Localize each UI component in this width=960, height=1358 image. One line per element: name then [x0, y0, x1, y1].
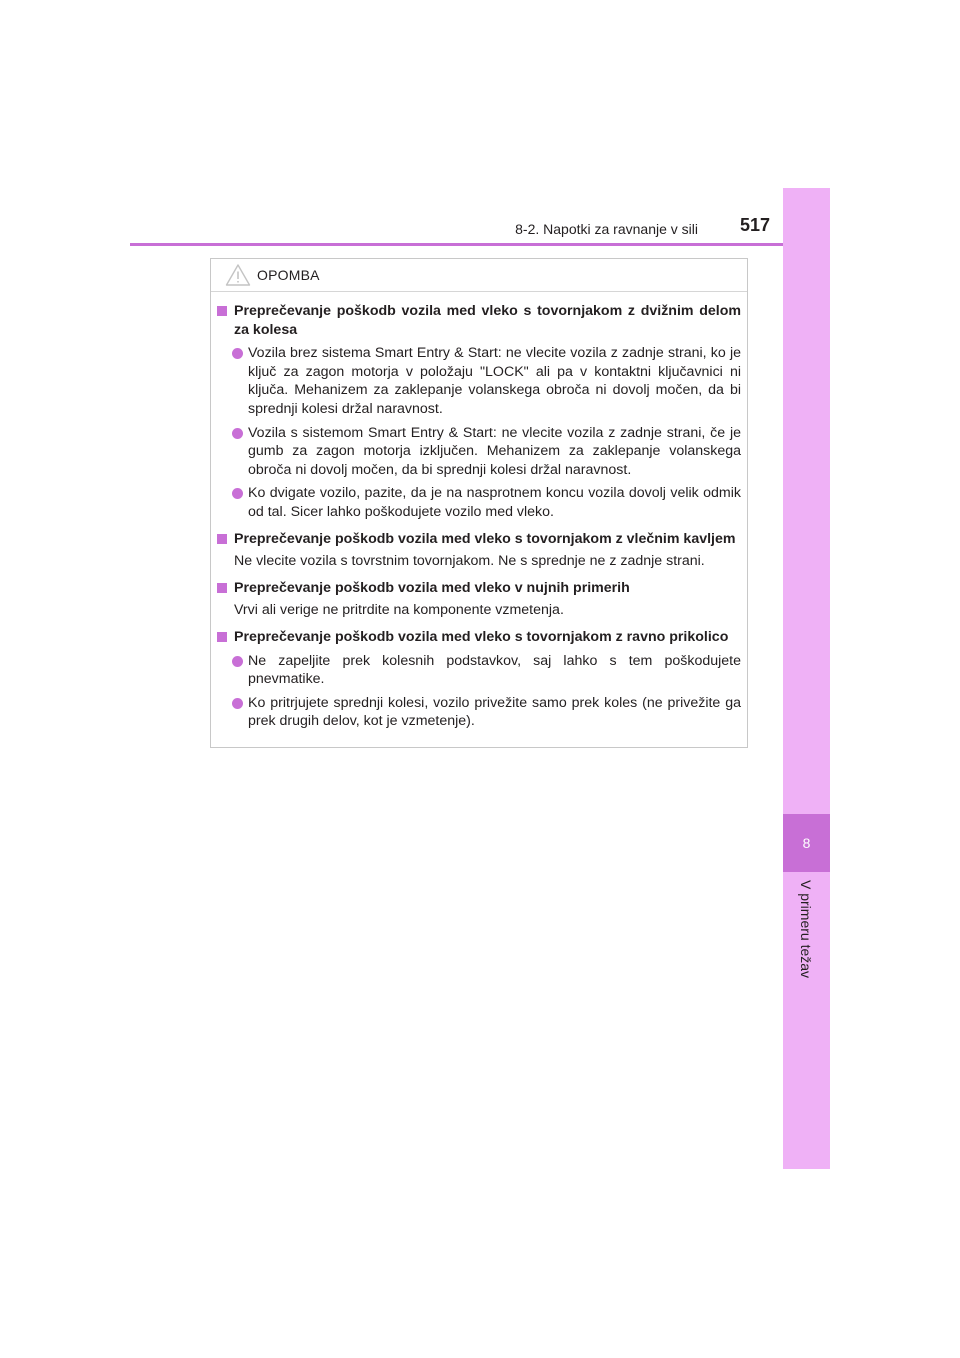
bullet-item: Ne zapeljite prek kolesnih podstavkov, saj lahko s tem poškodujete pnevmatike. — [216, 652, 741, 689]
square-bullet-icon — [217, 534, 227, 544]
square-bullet-icon — [217, 306, 227, 316]
bullet-item: Ko dvigate vozilo, pazite, da je na nasprotnem koncu vozila dovolj velik odmik od tal. Sicer lahko poškodujete vozilo med vleko. — [216, 484, 741, 521]
header-rule — [130, 243, 830, 246]
notice-label: OPOMBA — [257, 267, 320, 283]
notice-heading: Preprečevanje poškodb vozila med vleko s tovornjakom z ravno prikolico — [216, 628, 741, 647]
bullet-item: Ko pritrjujete sprednji kolesi, vozilo privežite samo prek koles (ne privežite ga prek drugih delov, kot je vzmetenje). — [216, 694, 741, 731]
notice-heading: Preprečevanje poškodb vozila med vleko v nujnih primerih — [216, 579, 741, 598]
notice-paragraph: Ne vlecite vozila s tovrstnim tovornjakom. Ne s sprednje ne z zadnje strani. — [234, 553, 705, 570]
chapter-number: 8 — [802, 835, 811, 851]
square-bullet-icon — [217, 632, 227, 642]
bullet-item: Vozila brez sistema Smart Entry & Start: ne vlecite vozila z zadnje strani, ko je ključ za zagon motorja v položaju "LOCK" ali pa v kontaktni ključavnici ni ključa. Mehanizem za zaklepanje volanskega obroča ni dovolj močen, da bi sprednji kolesi držal naravnost. — [216, 344, 741, 418]
circle-bullet-icon — [232, 348, 243, 359]
page-number: 517 — [740, 215, 771, 235]
notice-heading: Preprečevanje poškodb vozila med vleko s tovornjakom z dvižnim delom za kolesa — [216, 302, 741, 339]
circle-bullet-icon — [232, 698, 243, 709]
notice-heading: Preprečevanje poškodb vozila med vleko s tovornjakom z vlečnim kavljem — [216, 530, 741, 549]
circle-bullet-icon — [232, 656, 243, 667]
notice-body — [211, 292, 747, 731]
notice-box — [210, 258, 748, 748]
notice-paragraph: Vrvi ali verige ne pritrdite na komponente vzmetenja. — [234, 602, 564, 619]
circle-bullet-icon — [232, 488, 243, 499]
bullet-item: Vozila s sistemom Smart Entry & Start: ne vlecite vozila z zadnje strani, če je gumb za zagon motorja izključen. Mehanizem za zaklepanje volanskega obroča ni dovolj močen, da bi sprednji kolesi držal naravnost. — [216, 424, 741, 480]
circle-bullet-icon — [232, 428, 243, 439]
section-title: 8-2. Napotki za ravnanje v sili — [515, 221, 698, 237]
warning-triangle-icon — [225, 263, 251, 287]
chapter-side-tab — [783, 188, 830, 1169]
chapter-title: V primeru težav — [798, 880, 814, 979]
chapter-number-box — [783, 814, 830, 872]
notice-header — [211, 259, 747, 292]
square-bullet-icon — [217, 583, 227, 593]
